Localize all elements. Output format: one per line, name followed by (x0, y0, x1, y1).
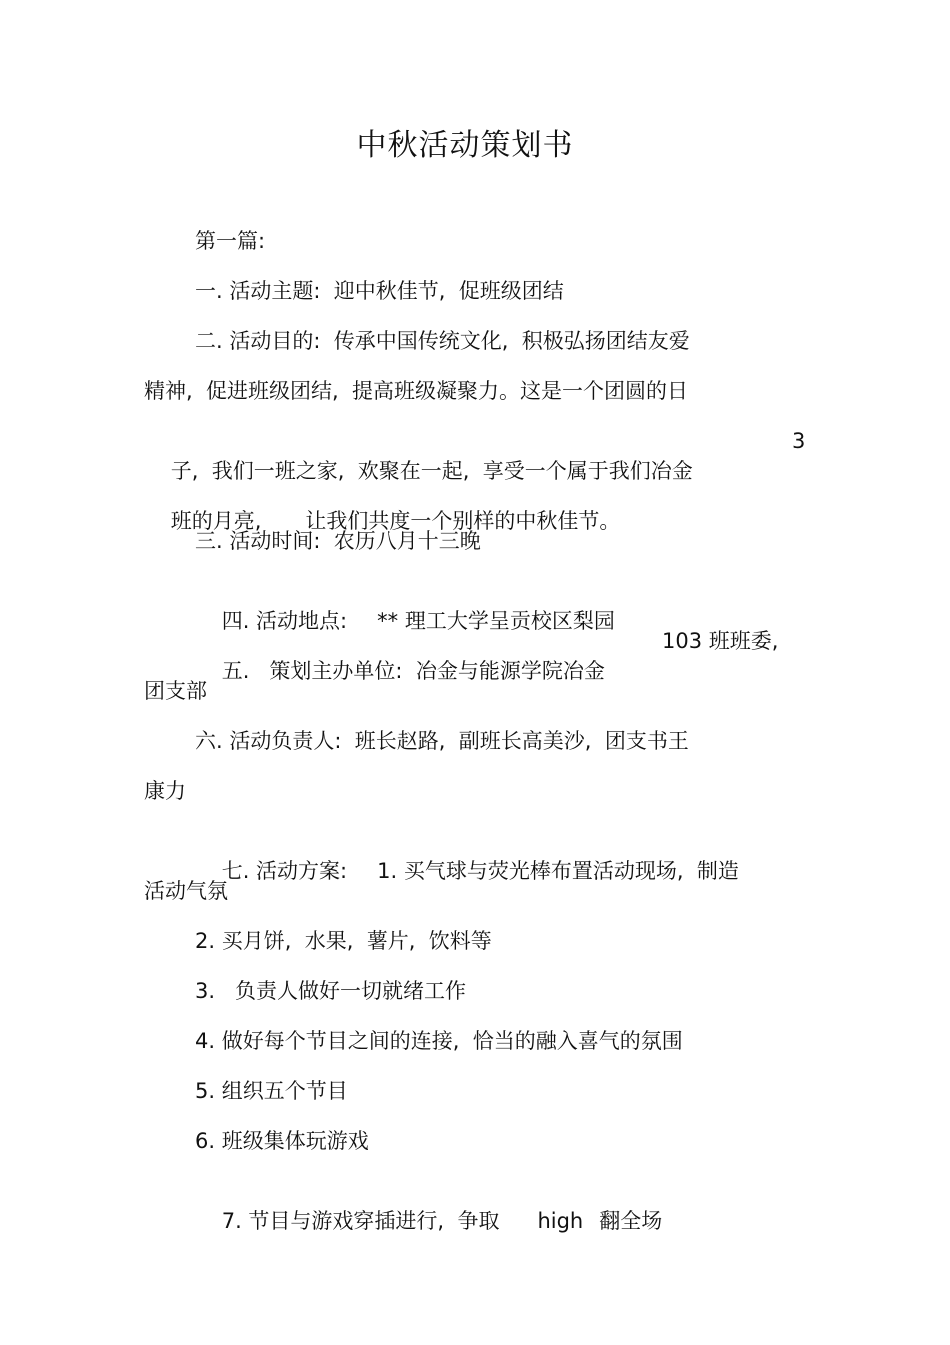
item-plan-line-2: 活动气氛 (144, 879, 228, 903)
document-title: 中秋活动策划书 (356, 128, 574, 163)
item-purpose-line-4-text-b: 让我们共度一个别样的中秋佳节。 (305, 509, 621, 533)
item-purpose-line-1: 二. 活动目的: 传承中国传统文化, 积极弘扬团结友爱 (195, 329, 690, 353)
plan-step-4: 4. 做好每个节目之间的连接, 恰当的融入喜气的氛围 (195, 1029, 683, 1053)
item-organizer-line-2: 团支部 (144, 679, 207, 703)
item-place-label: 四. 活动地点: (221, 609, 348, 633)
item-purpose-line-3-text: 子, 我们一班之家, 欢聚在一起, 享受一个属于我们冶金 (170, 459, 693, 483)
item-purpose-line-2: 精神, 促进班级团结, 提高班级凝聚力。这是一个团圆的日 (144, 379, 689, 403)
plan-step-2: 2. 买月饼, 水果, 薯片, 饮料等 (195, 929, 492, 953)
plan-step-5: 5. 组织五个节目 (195, 1079, 348, 1103)
item-purpose-line-4-text-a: 班的月亮, (170, 509, 262, 533)
item-organizer-class: 103 班班委, (662, 629, 779, 653)
item-leader-line-2: 康力 (144, 779, 186, 803)
section-label: 第一篇: (195, 229, 266, 253)
item-plan-step-1: 1. 买气球与荧光棒布置活动现场, 制造 (377, 859, 739, 883)
plan-step-6: 6. 班级集体玩游戏 (195, 1129, 369, 1153)
item-organizer (195, 626, 605, 716)
item-leader-line-1: 六. 活动负责人: 班长赵路, 副班长高美沙, 团支书王 (195, 729, 689, 753)
plan-step-7-text: 7. 节目与游戏穿插进行, 争取 (221, 1209, 500, 1233)
item-place-value: ** 理工大学呈贡校区梨园 (377, 609, 615, 633)
item-purpose-line-3-number: 3 (792, 429, 806, 453)
plan-step-3: 3. 负责人做好一切就绪工作 (195, 979, 467, 1003)
item-plan (195, 826, 739, 916)
plan-step-7-word: high (537, 1209, 584, 1233)
item-organizer-text: 五. 策划主办单位: 冶金与能源学院冶金 (221, 659, 605, 683)
item-theme: 一. 活动主题: 迎中秋佳节, 促班级团结 (195, 279, 564, 303)
item-plan-label: 七. 活动方案: (221, 859, 348, 883)
plan-step-7-tail: 翻全场 (599, 1209, 663, 1233)
plan-step-7 (195, 1176, 662, 1266)
item-time: 三. 活动时间: 农历八月十三晚 (195, 529, 481, 553)
